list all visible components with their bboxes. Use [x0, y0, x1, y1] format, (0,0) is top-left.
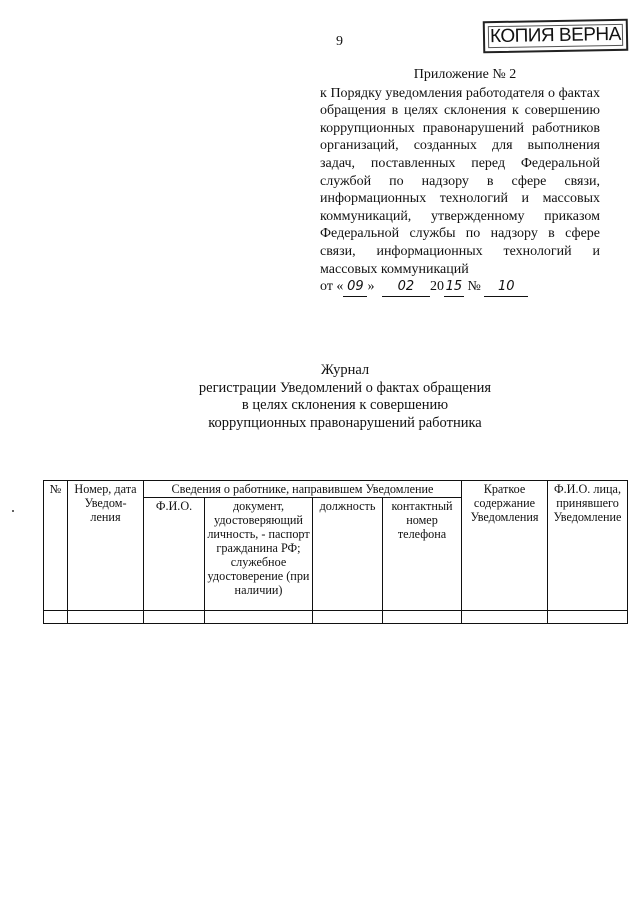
- header-receiver: Ф.И.О. лица, принявшего Уведомление: [548, 481, 628, 611]
- table-cell: [44, 611, 68, 624]
- header-document: документ, удостоверяющий личность, - паспорт гражданина РФ; служебное удостоверение (при наличии): [205, 498, 313, 611]
- journal-heading: [150, 362, 540, 432]
- appendix-block: [320, 66, 600, 297]
- header-phone: контактный номер телефона: [383, 498, 462, 611]
- table-row: [44, 611, 628, 624]
- order-month: 02: [382, 278, 430, 297]
- page-number: 9: [336, 34, 343, 49]
- order-prefix: от «: [320, 279, 344, 295]
- order-number-sign: №: [467, 279, 481, 295]
- appendix-body: к Порядку уведомления работодателя о фактах обращения в целях склонения к совершению коррупционных правонарушений работников организаций, созданных для выполнения задач, поставленных перед Федеральной службой по надзору в сфере связи, информационных технологий и массовых коммуникаций, утвержденному приказом Федеральной службы по надзору в сфере связи, информационных технологий и массовых коммуникаций: [320, 85, 600, 277]
- header-reg-date: Номер, дата Уведом-ления: [68, 481, 144, 611]
- order-year-prefix: 20: [429, 279, 444, 295]
- table-header-row-1: [44, 481, 628, 498]
- registration-table: [43, 480, 628, 624]
- table-cell: [462, 611, 548, 624]
- table-cell: [68, 611, 144, 624]
- order-day: 09: [343, 278, 367, 297]
- journal-title: Журнал: [320, 362, 370, 378]
- journal-subtitle-line3: коррупционных правонарушений работника: [208, 414, 482, 431]
- table-cell: [548, 611, 628, 624]
- header-position: должность: [313, 498, 383, 611]
- header-number: №: [44, 481, 68, 611]
- appendix-title: Приложение № 2: [413, 67, 517, 82]
- journal-subtitle-line1: регистрации Уведомлений о фактах обращения: [198, 379, 492, 396]
- table-cell: [313, 611, 383, 624]
- header-fio: Ф.И.О.: [144, 498, 205, 611]
- order-number: 10: [484, 278, 528, 297]
- order-quote-close: »: [367, 279, 375, 295]
- header-employee-info: Сведения о работнике, направившем Уведомление: [144, 481, 462, 498]
- header-summary: Краткое содержание Уведомления: [462, 481, 548, 611]
- table-cell: [144, 611, 205, 624]
- journal-subtitle-line2: в целях склонения к совершению: [241, 397, 449, 413]
- table-cell: [383, 611, 462, 624]
- copy-certified-stamp: КОПИЯ ВЕРНА: [483, 19, 628, 54]
- scan-speck: [12, 510, 14, 512]
- order-year-suffix: 15: [444, 278, 464, 297]
- table-cell: [205, 611, 313, 624]
- order-reference: [320, 278, 600, 297]
